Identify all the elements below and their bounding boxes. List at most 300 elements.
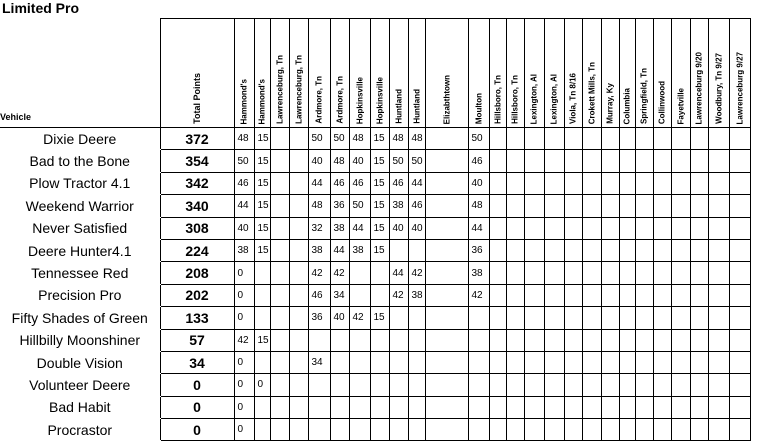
score-cell xyxy=(370,329,389,351)
score-cell: 46 xyxy=(408,195,425,217)
score-cell xyxy=(601,239,619,261)
event-header: Lexington, Al xyxy=(529,73,539,124)
score-cell xyxy=(349,329,370,351)
score-cell: 44 xyxy=(349,217,370,239)
score-cell xyxy=(729,150,750,172)
score-cell xyxy=(653,374,671,396)
score-cell: 40 xyxy=(349,150,370,172)
score-cell: 15 xyxy=(370,128,389,150)
score-cell xyxy=(619,239,635,261)
score-cell xyxy=(270,128,289,150)
event-header-cell xyxy=(468,19,489,128)
event-header-cell xyxy=(270,19,289,128)
score-cell xyxy=(671,195,690,217)
event-header: Lawrenceburg, Tn xyxy=(294,55,303,124)
score-cell xyxy=(708,239,729,261)
table-row xyxy=(0,128,750,150)
score-cell: 40 xyxy=(468,172,489,194)
total-points-header-cell xyxy=(160,19,234,128)
score-cell xyxy=(408,374,425,396)
score-cell: 44 xyxy=(330,239,349,261)
total-points: 0 xyxy=(160,374,234,396)
score-cell xyxy=(506,307,524,329)
score-cell: 50 xyxy=(308,128,330,150)
score-cell xyxy=(389,374,408,396)
score-cell xyxy=(270,351,289,373)
table-row xyxy=(0,419,750,441)
score-cell xyxy=(729,195,750,217)
table-row xyxy=(0,195,750,217)
event-header: Huntland xyxy=(412,89,421,124)
score-cell xyxy=(489,217,506,239)
score-cell xyxy=(289,419,308,441)
score-cell: 15 xyxy=(370,172,389,194)
score-cell xyxy=(729,217,750,239)
score-cell xyxy=(270,329,289,351)
score-cell: 40 xyxy=(308,150,330,172)
score-cell: 38 xyxy=(330,217,349,239)
score-cell: 38 xyxy=(468,262,489,284)
score-cell: 38 xyxy=(408,284,425,306)
score-cell xyxy=(708,351,729,373)
score-cell xyxy=(653,307,671,329)
score-cell xyxy=(254,262,270,284)
score-cell xyxy=(582,172,601,194)
score-cell xyxy=(254,307,270,329)
score-cell xyxy=(708,329,729,351)
score-cell xyxy=(635,128,653,150)
score-cell xyxy=(506,217,524,239)
score-cell xyxy=(349,419,370,441)
score-cell xyxy=(270,284,289,306)
score-cell xyxy=(671,284,690,306)
score-cell: 42 xyxy=(349,307,370,329)
score-cell xyxy=(506,396,524,418)
score-cell xyxy=(564,262,582,284)
score-cell xyxy=(601,128,619,150)
event-header-cell xyxy=(389,19,408,128)
table-row xyxy=(0,396,750,418)
score-cell xyxy=(564,396,582,418)
event-header-cell xyxy=(254,19,270,128)
score-cell xyxy=(408,239,425,261)
event-header-cell xyxy=(729,19,750,128)
score-cell: 50 xyxy=(330,128,349,150)
table-row xyxy=(0,172,750,194)
score-cell xyxy=(544,195,564,217)
score-cell xyxy=(270,150,289,172)
score-cell: 15 xyxy=(254,172,270,194)
event-header-cell xyxy=(489,19,506,128)
score-cell: 15 xyxy=(370,239,389,261)
score-cell xyxy=(270,419,289,441)
total-points: 202 xyxy=(160,284,234,306)
event-header-cell xyxy=(289,19,308,128)
score-cell xyxy=(408,396,425,418)
score-cell xyxy=(564,128,582,150)
score-cell xyxy=(601,307,619,329)
score-cell xyxy=(619,217,635,239)
score-cell xyxy=(564,419,582,441)
score-cell xyxy=(708,195,729,217)
table-row xyxy=(0,239,750,261)
event-header-cell xyxy=(308,19,330,128)
score-cell xyxy=(389,307,408,329)
score-cell xyxy=(506,239,524,261)
score-cell xyxy=(544,307,564,329)
score-cell xyxy=(619,284,635,306)
score-cell: 38 xyxy=(234,239,254,261)
event-header-cell xyxy=(619,19,635,128)
score-cell: 0 xyxy=(234,396,254,418)
score-cell xyxy=(671,172,690,194)
score-cell xyxy=(544,150,564,172)
vehicle-name: Plow Tractor 4.1 xyxy=(0,172,160,194)
score-cell xyxy=(564,150,582,172)
vehicle-name: Volunteer Deere xyxy=(0,374,160,396)
score-cell xyxy=(564,284,582,306)
score-cell xyxy=(524,150,544,172)
score-cell xyxy=(582,128,601,150)
event-header: Hopkinsville xyxy=(375,76,384,124)
event-header-cell xyxy=(601,19,619,128)
score-cell xyxy=(619,262,635,284)
score-cell xyxy=(729,262,750,284)
score-cell: 34 xyxy=(308,351,330,373)
score-cell xyxy=(425,239,468,261)
score-cell xyxy=(389,239,408,261)
score-cell xyxy=(330,396,349,418)
score-cell xyxy=(582,329,601,351)
score-cell xyxy=(506,419,524,441)
score-cell: 44 xyxy=(308,172,330,194)
event-header: Collinwood xyxy=(657,80,667,124)
total-points: 57 xyxy=(160,329,234,351)
score-cell xyxy=(635,262,653,284)
score-cell: 40 xyxy=(389,217,408,239)
score-cell xyxy=(582,284,601,306)
score-cell: 15 xyxy=(370,150,389,172)
event-header: Moulton xyxy=(474,92,483,124)
event-header-cell xyxy=(690,19,708,128)
score-cell xyxy=(489,150,506,172)
score-cell xyxy=(524,374,544,396)
score-cell xyxy=(524,217,544,239)
score-cell xyxy=(708,150,729,172)
score-cell xyxy=(349,262,370,284)
score-cell xyxy=(671,374,690,396)
score-cell xyxy=(254,396,270,418)
score-cell: 40 xyxy=(234,217,254,239)
event-header: Ardmore, Tn xyxy=(314,76,324,124)
score-cell xyxy=(289,329,308,351)
score-cell xyxy=(330,329,349,351)
score-cell: 0 xyxy=(254,374,270,396)
total-points: 224 xyxy=(160,239,234,261)
score-cell: 50 xyxy=(349,195,370,217)
score-cell: 42 xyxy=(468,284,489,306)
score-cell xyxy=(524,307,544,329)
score-cell: 46 xyxy=(308,284,330,306)
score-cell xyxy=(582,351,601,373)
vehicle-name: Weekend Warrior xyxy=(0,195,160,217)
event-header: Lawrenceburg, Tn xyxy=(275,55,284,124)
event-header: Hammond's xyxy=(239,78,249,124)
vehicle-name: Deere Hunter4.1 xyxy=(0,239,160,261)
score-cell xyxy=(653,396,671,418)
score-cell xyxy=(564,217,582,239)
table-row xyxy=(0,217,750,239)
total-points: 0 xyxy=(160,396,234,418)
vehicle-name: Bad to the Bone xyxy=(0,150,160,172)
score-cell xyxy=(468,307,489,329)
event-header-cell xyxy=(408,19,425,128)
score-cell xyxy=(544,239,564,261)
score-cell xyxy=(270,396,289,418)
score-cell xyxy=(708,284,729,306)
score-cell xyxy=(635,307,653,329)
score-cell xyxy=(408,351,425,373)
score-cell xyxy=(425,150,468,172)
score-cell xyxy=(254,351,270,373)
score-cell xyxy=(506,262,524,284)
score-cell xyxy=(671,351,690,373)
score-cell xyxy=(708,172,729,194)
score-cell xyxy=(635,396,653,418)
event-header: Lawrenceburg 9/27 xyxy=(735,51,744,124)
total-points-header: Total Points xyxy=(192,73,202,124)
score-cell: 15 xyxy=(370,307,389,329)
score-cell xyxy=(308,396,330,418)
score-cell xyxy=(671,128,690,150)
score-cell xyxy=(468,329,489,351)
score-cell xyxy=(564,239,582,261)
score-cell xyxy=(468,351,489,373)
score-cell xyxy=(408,329,425,351)
event-header: Fayetville xyxy=(676,87,685,124)
score-cell xyxy=(690,419,708,441)
score-cell xyxy=(408,307,425,329)
score-cell xyxy=(708,419,729,441)
score-cell xyxy=(489,374,506,396)
score-cell xyxy=(635,239,653,261)
score-cell: 36 xyxy=(468,239,489,261)
total-points: 340 xyxy=(160,195,234,217)
score-cell xyxy=(582,307,601,329)
score-cell xyxy=(635,172,653,194)
score-cell: 50 xyxy=(468,128,489,150)
score-cell xyxy=(601,195,619,217)
score-cell xyxy=(370,284,389,306)
score-cell xyxy=(289,351,308,373)
score-cell xyxy=(289,217,308,239)
score-cell: 44 xyxy=(234,195,254,217)
score-cell: 15 xyxy=(370,217,389,239)
score-cell xyxy=(690,172,708,194)
score-cell xyxy=(308,374,330,396)
score-cell xyxy=(708,262,729,284)
score-cell xyxy=(690,128,708,150)
score-cell xyxy=(635,150,653,172)
event-header-cell xyxy=(524,19,544,128)
score-cell xyxy=(289,239,308,261)
score-cell xyxy=(601,172,619,194)
score-cell xyxy=(425,172,468,194)
score-cell: 36 xyxy=(308,307,330,329)
event-header: Elizabthtown xyxy=(442,74,451,124)
event-header-cell xyxy=(564,19,582,128)
score-cell xyxy=(582,419,601,441)
score-cell xyxy=(653,262,671,284)
score-cell xyxy=(506,329,524,351)
score-cell xyxy=(524,128,544,150)
total-points: 372 xyxy=(160,128,234,150)
vehicle-name: Never Satisfied xyxy=(0,217,160,239)
score-cell xyxy=(489,262,506,284)
score-cell xyxy=(489,172,506,194)
header-row xyxy=(0,19,750,128)
score-cell xyxy=(601,150,619,172)
score-cell xyxy=(708,128,729,150)
score-cell: 15 xyxy=(254,150,270,172)
score-cell: 48 xyxy=(330,150,349,172)
score-cell xyxy=(544,172,564,194)
score-cell xyxy=(653,150,671,172)
vehicle-name: Precision Pro xyxy=(0,284,160,306)
score-cell xyxy=(389,396,408,418)
score-cell: 15 xyxy=(370,195,389,217)
score-cell: 32 xyxy=(308,217,330,239)
score-cell: 44 xyxy=(408,172,425,194)
score-cell xyxy=(270,239,289,261)
score-cell: 38 xyxy=(349,239,370,261)
score-cell: 38 xyxy=(308,239,330,261)
score-cell xyxy=(289,262,308,284)
score-cell: 15 xyxy=(254,239,270,261)
score-cell xyxy=(653,329,671,351)
score-cell xyxy=(635,351,653,373)
score-cell xyxy=(289,374,308,396)
score-cell xyxy=(425,374,468,396)
score-cell xyxy=(690,307,708,329)
score-cell xyxy=(506,195,524,217)
score-cell xyxy=(524,351,544,373)
score-cell xyxy=(729,351,750,373)
score-cell xyxy=(524,262,544,284)
event-header: Lawrenceburg 9/20 xyxy=(694,51,704,124)
score-cell xyxy=(330,351,349,373)
score-cell xyxy=(270,307,289,329)
vehicle-name: Bad Habit xyxy=(0,396,160,418)
score-cell xyxy=(729,307,750,329)
score-cell xyxy=(619,128,635,150)
score-cell: 40 xyxy=(408,217,425,239)
score-cell xyxy=(524,239,544,261)
event-header-cell xyxy=(506,19,524,128)
score-cell xyxy=(729,419,750,441)
score-cell xyxy=(690,284,708,306)
score-cell: 46 xyxy=(234,172,254,194)
score-cell xyxy=(653,351,671,373)
score-cell xyxy=(690,396,708,418)
score-cell xyxy=(544,351,564,373)
event-header: Viola, Tn 8/16 xyxy=(568,73,578,124)
score-cell: 0 xyxy=(234,374,254,396)
score-cell xyxy=(506,374,524,396)
vehicle-name: Double Vision xyxy=(0,351,160,373)
score-cell xyxy=(653,284,671,306)
score-cell xyxy=(635,419,653,441)
score-cell xyxy=(653,195,671,217)
score-cell xyxy=(425,284,468,306)
score-cell xyxy=(729,239,750,261)
score-cell xyxy=(506,284,524,306)
vehicle-name: Hillbilly Moonshiner xyxy=(0,329,160,351)
score-cell xyxy=(289,172,308,194)
event-header-cell xyxy=(349,19,370,128)
event-header: Ardmore, Tn xyxy=(335,76,344,124)
score-cell xyxy=(544,284,564,306)
total-points: 34 xyxy=(160,351,234,373)
score-cell xyxy=(564,351,582,373)
score-cell xyxy=(349,351,370,373)
score-cell xyxy=(671,329,690,351)
score-cell xyxy=(729,128,750,150)
score-cell xyxy=(468,419,489,441)
score-cell: 15 xyxy=(254,329,270,351)
score-cell xyxy=(389,351,408,373)
score-cell xyxy=(635,195,653,217)
score-cell xyxy=(370,262,389,284)
score-cell xyxy=(289,307,308,329)
score-cell xyxy=(619,374,635,396)
score-cell xyxy=(506,351,524,373)
score-cell xyxy=(425,217,468,239)
total-points: 308 xyxy=(160,217,234,239)
score-cell xyxy=(468,374,489,396)
score-cell xyxy=(349,284,370,306)
score-cell: 38 xyxy=(389,195,408,217)
score-cell: 48 xyxy=(389,128,408,150)
score-cell: 50 xyxy=(389,150,408,172)
score-cell xyxy=(489,329,506,351)
event-header-cell xyxy=(653,19,671,128)
event-header: Crokett Mills, Tn xyxy=(587,61,596,124)
score-cell xyxy=(289,128,308,150)
score-cell xyxy=(544,217,564,239)
event-header: Hillsboro, Tn xyxy=(510,75,520,124)
score-cell xyxy=(370,419,389,441)
score-cell xyxy=(289,396,308,418)
score-cell xyxy=(619,329,635,351)
score-cell: 15 xyxy=(254,217,270,239)
table-row xyxy=(0,374,750,396)
score-cell xyxy=(729,396,750,418)
score-cell: 48 xyxy=(468,195,489,217)
event-header-cell xyxy=(671,19,690,128)
score-cell xyxy=(671,262,690,284)
score-cell xyxy=(270,172,289,194)
score-cell: 50 xyxy=(408,150,425,172)
table-row xyxy=(0,150,750,172)
score-cell xyxy=(671,419,690,441)
score-cell xyxy=(425,307,468,329)
score-cell: 46 xyxy=(349,172,370,194)
score-cell xyxy=(729,172,750,194)
score-cell xyxy=(635,284,653,306)
score-cell: 48 xyxy=(349,128,370,150)
score-cell: 50 xyxy=(234,150,254,172)
